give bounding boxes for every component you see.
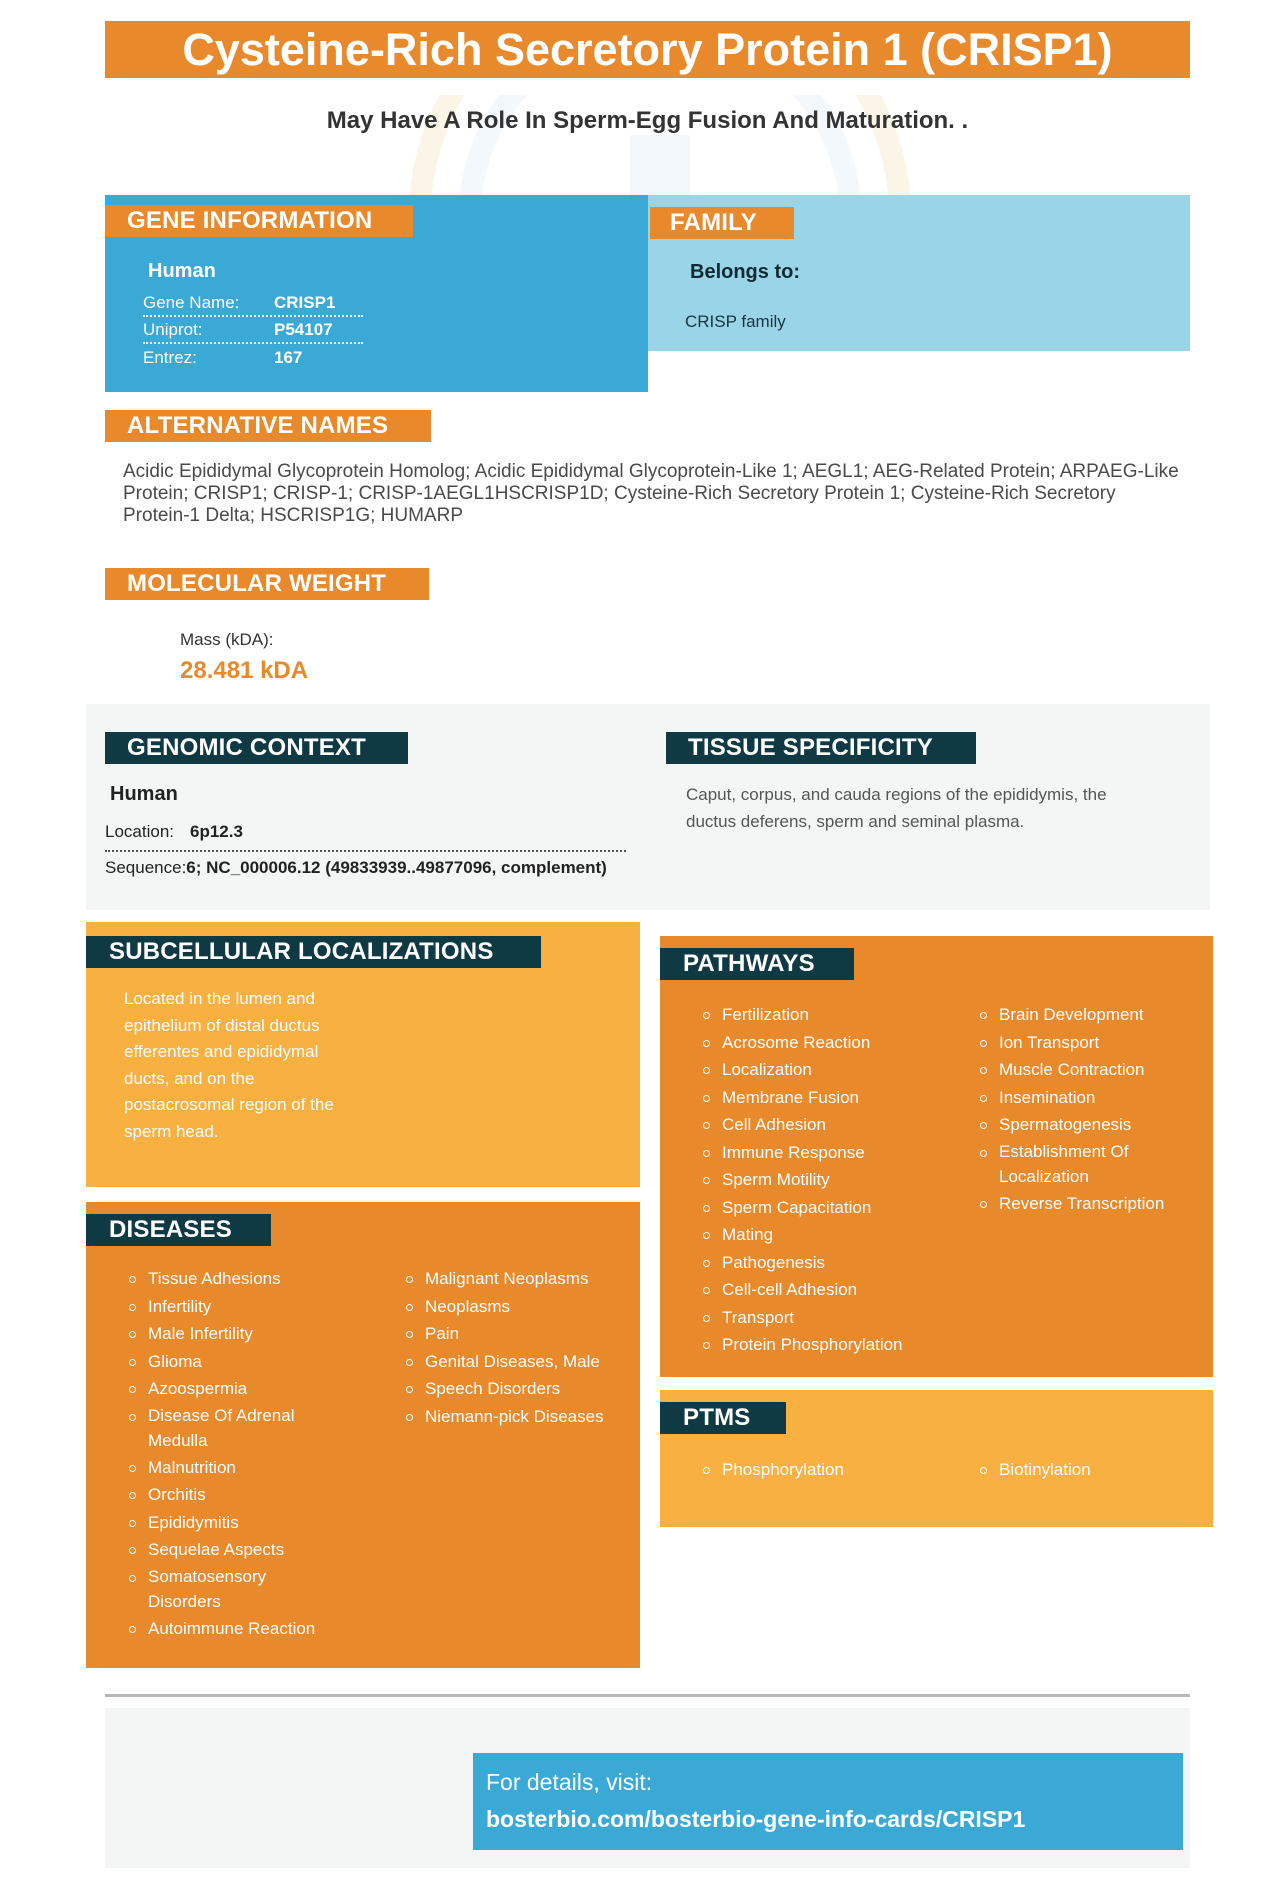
details-link[interactable]: bosterbio.com/bosterbio-gene-info-cards/CRISP1 <box>486 1806 1026 1832</box>
entrez-label: Entrez: <box>143 348 197 367</box>
uniprot-row <box>143 320 363 344</box>
ptm-item: Biotinylation <box>977 1456 1207 1484</box>
disease-item: Niemann-pick Diseases <box>403 1403 633 1431</box>
mass-value: 28.481 kDA <box>180 657 309 684</box>
family-belongs-label: Belongs to: <box>690 261 800 283</box>
genomic-context-header: GENOMIC CONTEXT <box>105 732 408 764</box>
details-label: For details, visit: <box>486 1769 653 1795</box>
disease-item: Somatosensory Disorders <box>126 1564 296 1615</box>
disease-item: Genital Diseases, Male <box>403 1348 633 1376</box>
gene-species: Human <box>148 260 216 282</box>
ptm-item: Phosphorylation <box>700 1456 940 1484</box>
subcellular-panel <box>86 922 640 1187</box>
pathway-item: Cell Adhesion <box>700 1111 940 1139</box>
pathway-item: Membrane Fusion <box>700 1084 940 1112</box>
location-row <box>105 822 243 842</box>
diseases-panel <box>86 1202 640 1668</box>
pathway-item: Sperm Motility <box>700 1166 940 1194</box>
disease-item: Epididymitis <box>126 1509 356 1537</box>
gene-name-value: CRISP1 <box>274 293 336 312</box>
pathway-item: Ion Transport <box>977 1029 1207 1057</box>
pathways-header: PATHWAYS <box>660 948 854 980</box>
location-value: 6p12.3 <box>190 822 243 841</box>
disease-item: Glioma <box>126 1348 356 1376</box>
sequence-label: Sequence: <box>105 858 187 877</box>
disease-item: Male Infertility <box>126 1320 356 1348</box>
genomic-divider <box>105 850 626 852</box>
pathway-item: Acrosome Reaction <box>700 1029 940 1057</box>
gene-name-label: Gene Name: <box>143 293 240 312</box>
disease-item: Azoospermia <box>126 1375 356 1403</box>
pathway-item: Establishment Of Localization <box>977 1139 1152 1190</box>
entrez-row <box>143 348 363 368</box>
disease-item: Pain <box>403 1320 633 1348</box>
pathway-item: Fertilization <box>700 1001 940 1029</box>
diseases-list-1 <box>126 1265 356 1642</box>
gene-information-panel <box>105 195 648 392</box>
gene-name-row <box>143 293 363 317</box>
ptms-header: PTMS <box>660 1402 786 1434</box>
tissue-specificity-text: Caput, corpus, and cauda regions of the epididymis, the ductus deferens, sperm and seminal plasma. <box>686 785 1107 831</box>
pathway-item: Immune Response <box>700 1139 940 1167</box>
details-box <box>473 1753 1183 1850</box>
alternative-names-text: Acidic Epididymal Glycoprotein Homolog; Acidic Epididymal Glycoprotein-Like 1; AEGL1; AEG-Related Protein; ARPAEG-Like Protein; CRISP1; CRISP-1; CRISP-1AEGL1HSCRISP1D; Cysteine-Rich Secretory Protein 1; Cysteine-Rich Secretory Protein-1 Delta; HSCRISP1G; HUMARP <box>123 461 1179 526</box>
page-subtitle: May Have A Role In Sperm-Egg Fusion And Maturation. . <box>326 107 969 134</box>
title-bar <box>105 21 1190 78</box>
genomic-species: Human <box>110 783 178 805</box>
diseases-list-2 <box>403 1265 633 1430</box>
pathway-item: Brain Development <box>977 1001 1207 1029</box>
disease-item: Malnutrition <box>126 1454 356 1482</box>
pathway-item: Pathogenesis <box>700 1249 940 1277</box>
pathways-panel <box>660 936 1213 1377</box>
pathway-item: Cell-cell Adhesion <box>700 1276 940 1304</box>
pathway-item: Mating <box>700 1221 940 1249</box>
alternative-names-header: ALTERNATIVE NAMES <box>105 410 431 442</box>
page-title: Cysteine-Rich Secretory Protein 1 (CRISP1) <box>182 23 1113 75</box>
uniprot-value: P54107 <box>274 320 333 339</box>
location-label: Location: <box>105 822 174 841</box>
ptms-panel <box>660 1390 1213 1527</box>
pathway-item: Reverse Transcription <box>977 1190 1207 1218</box>
disease-item: Orchitis <box>126 1481 356 1509</box>
pathways-list-2 <box>977 1001 1207 1217</box>
disease-item: Infertility <box>126 1293 356 1321</box>
pathway-item: Spermatogenesis <box>977 1111 1207 1139</box>
family-value: CRISP family <box>685 312 786 331</box>
disease-item: Tissue Adhesions <box>126 1265 356 1293</box>
pathway-item: Transport <box>700 1304 940 1332</box>
disease-item: Disease Of Adrenal Medulla <box>126 1403 296 1454</box>
tissue-specificity-header: TISSUE SPECIFICITY <box>666 732 976 764</box>
disease-item: Speech Disorders <box>403 1375 633 1403</box>
pathway-item: Sperm Capacitation <box>700 1194 940 1222</box>
disease-item: Sequelae Aspects <box>126 1536 356 1564</box>
disease-item: Neoplasms <box>403 1293 633 1321</box>
genomic-context-panel <box>86 704 1210 910</box>
subcellular-text: Located in the lumen and epithelium of distal ductus efferentes and epididymal ducts, and on the postacrosomal region of the sperm head. <box>124 989 334 1141</box>
pathway-item: Insemination <box>977 1084 1207 1112</box>
footer-divider <box>105 1694 1190 1697</box>
sequence-value: 6; NC_000006.12 (49833939..49877096, complement) <box>186 858 607 877</box>
pathways-list-1 <box>700 1001 940 1359</box>
pathway-item: Localization <box>700 1056 940 1084</box>
mass-label: Mass (kDA): <box>180 630 274 649</box>
uniprot-label: Uniprot: <box>143 320 203 339</box>
disease-item: Malignant Neoplasms <box>403 1265 633 1293</box>
ptms-list-2 <box>977 1456 1207 1484</box>
family-header: FAMILY <box>650 207 794 239</box>
subcellular-header: SUBCELLULAR LOCALIZATIONS <box>86 936 541 968</box>
molecular-weight-header: MOLECULAR WEIGHT <box>105 568 429 600</box>
disease-item: Autoimmune Reaction <box>126 1615 356 1643</box>
diseases-header: DISEASES <box>86 1214 271 1246</box>
gene-information-header: GENE INFORMATION <box>105 205 413 237</box>
ptms-list-1 <box>700 1456 940 1484</box>
pathway-item: Muscle Contraction <box>977 1056 1207 1084</box>
entrez-value: 167 <box>274 348 303 367</box>
family-panel <box>648 195 1190 351</box>
sequence-row <box>105 858 607 878</box>
pathway-item: Protein Phosphorylation <box>700 1331 940 1359</box>
